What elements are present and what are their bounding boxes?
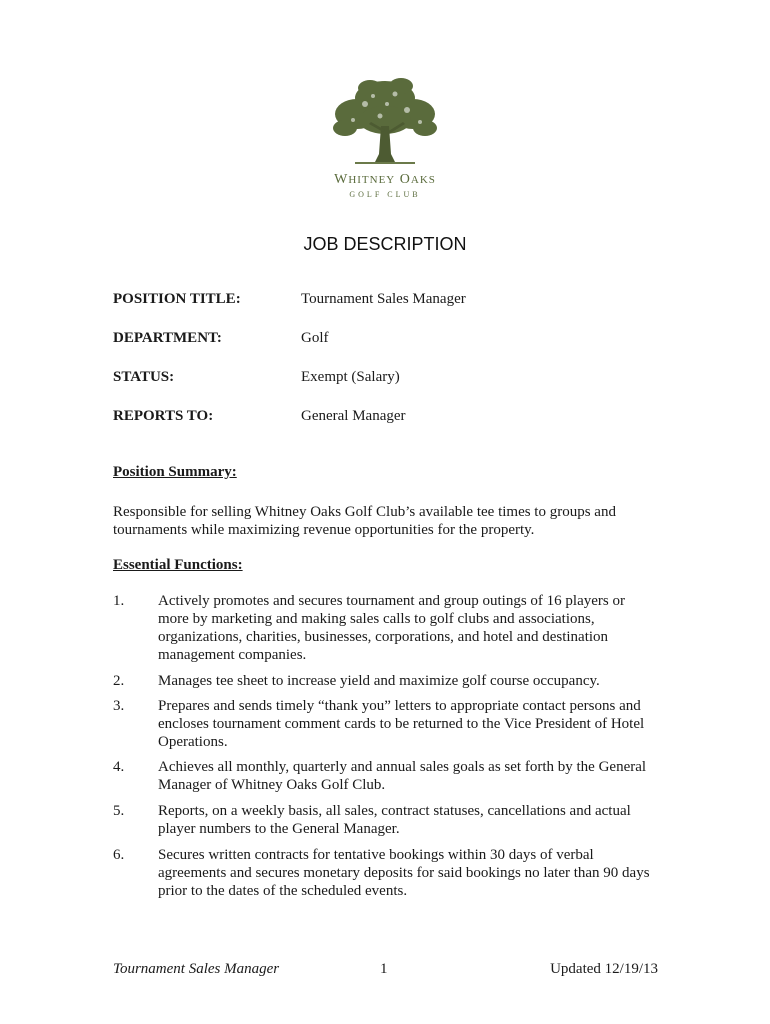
list-text [158, 672, 663, 690]
reports-to-value: General Manager [301, 408, 406, 424]
document-title: JOB DESCRIPTION [303, 234, 467, 254]
status-value: Exempt (Salary) [301, 369, 400, 385]
list-line: organizations, charities, businesses, corporations, and hotel and destination [158, 629, 609, 645]
position-title-label: POSITION TITLE: [113, 291, 241, 307]
list-number: 4. [113, 759, 125, 775]
position-summary-text [113, 503, 653, 539]
list-number: 2. [113, 673, 125, 689]
logo [325, 76, 445, 204]
list-line: Manages tee sheet to increase yield and maximize golf course occupancy. [158, 673, 600, 689]
list-number: 6. [113, 847, 125, 863]
logo-name: WHITNEY OAKS [334, 172, 436, 187]
list-line: Operations. [158, 734, 228, 750]
reports-to-label: REPORTS TO: [113, 408, 214, 424]
list-line: management companies. [158, 647, 307, 663]
list-line: Achieves all monthly, quarterly and annual sales goals as set forth by the General [158, 759, 647, 775]
position-summary-heading: Position Summary: [113, 464, 237, 480]
list-line: Reports, on a weekly basis, all sales, contract statuses, cancellations and actual [158, 803, 631, 819]
list-line: Actively promotes and secures tournament and group outings of 16 players or [158, 593, 625, 609]
list-number: 1. [113, 593, 125, 609]
list-line: Manager of Whitney Oaks Golf Club. [158, 777, 386, 793]
list-line: more by marketing and making sales calls to golf clubs and associations, [158, 611, 595, 627]
department-value: Golf [301, 330, 329, 346]
summary-line: tournaments while maximizing revenue opportunities for the property. [113, 522, 535, 538]
list-text [158, 697, 663, 751]
list-text [158, 846, 663, 900]
list-text [158, 592, 663, 664]
list-line: encloses tournament comment cards to be returned to the Vice President of Hotel [158, 716, 645, 732]
logo-subtitle: GOLF CLUB [349, 190, 421, 199]
tree-icon [325, 76, 445, 166]
department-label: DEPARTMENT: [113, 330, 222, 346]
status-label: STATUS: [113, 369, 175, 385]
footer-updated-date: Updated 12/19/13 [550, 961, 658, 977]
list-line: agreements and secures monetary deposits for said bookings no later than 90 days [158, 865, 650, 881]
list-number: 3. [113, 698, 125, 714]
footer-page-number: 1 [380, 961, 388, 977]
essential-functions-heading: Essential Functions: [113, 557, 243, 573]
list-number: 5. [113, 803, 125, 819]
list-line: player numbers to the General Manager. [158, 821, 400, 837]
list-text [158, 802, 663, 838]
list-text [158, 758, 663, 794]
footer-document-name: Tournament Sales Manager [113, 961, 280, 977]
list-line: Prepares and sends timely “thank you” letters to appropriate contact persons and [158, 698, 641, 714]
list-line: Secures written contracts for tentative bookings within 30 days of verbal [158, 847, 594, 863]
summary-line: Responsible for selling Whitney Oaks Golf Club’s available tee times to groups and [113, 504, 616, 520]
list-line: prior to the dates of the scheduled events. [158, 883, 408, 899]
position-title-value: Tournament Sales Manager [301, 291, 466, 307]
